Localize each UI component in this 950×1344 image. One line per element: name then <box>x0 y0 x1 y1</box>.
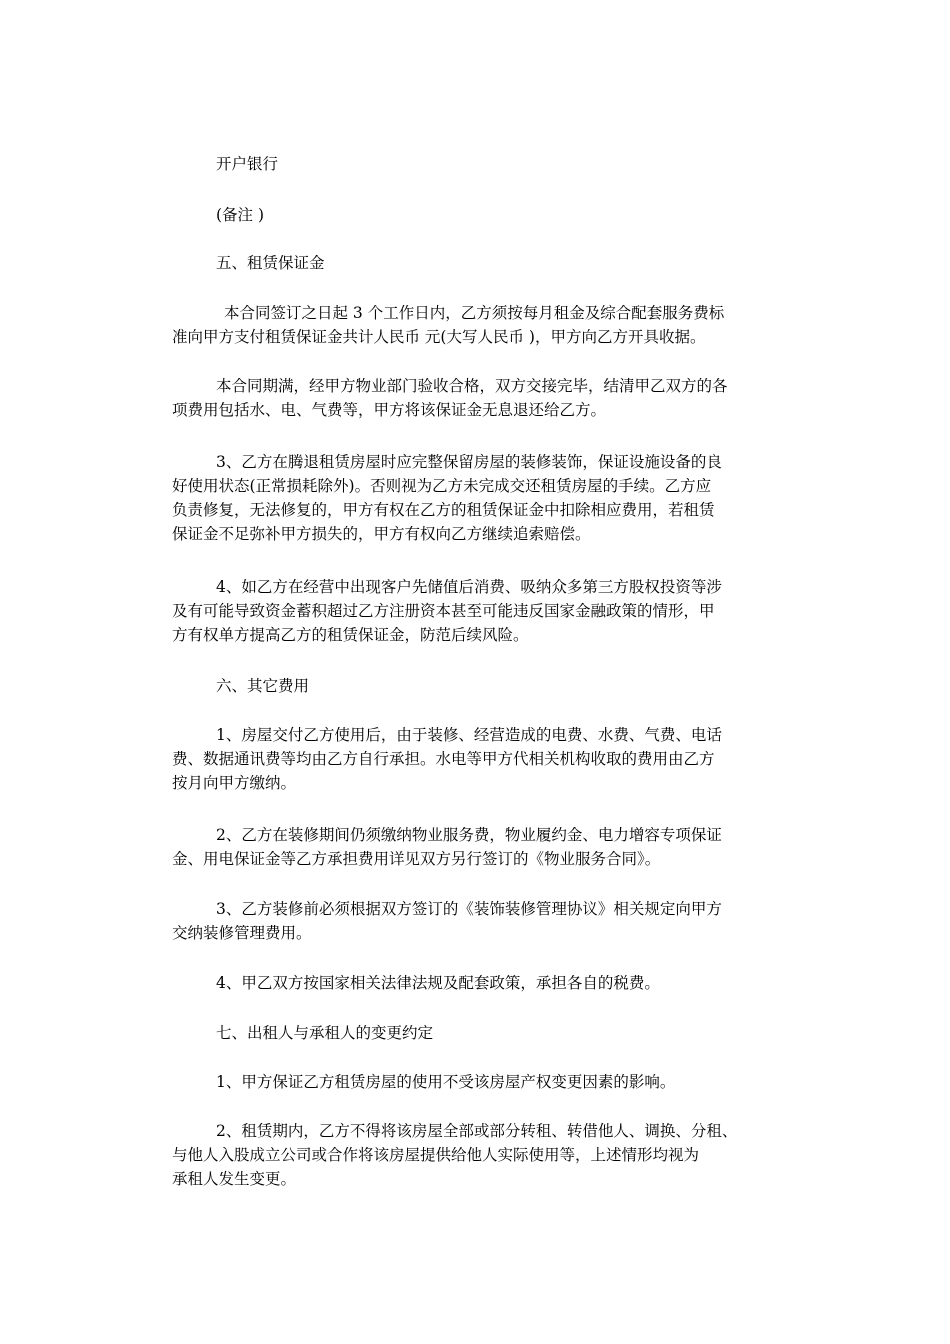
note-line <box>172 203 792 227</box>
text-line: 1、房屋交付乙方使用后，由于装修、经营造成的电费、水费、气费、电话 <box>216 726 722 744</box>
text-line: 按月向甲方缴纳。 <box>172 774 297 792</box>
text-line: 2、租赁期内，乙方不得将该房屋全部或部分转租、转借他人、调换、分租、 <box>216 1122 738 1140</box>
text-line: 准向甲方支付租赁保证金共计人民币 元(大写人民币 )，甲方向乙方开具收据。 <box>172 328 706 346</box>
section-6-paragraph-2 <box>172 823 792 871</box>
section-5-paragraph-1 <box>172 301 792 349</box>
section-6-heading <box>172 674 792 698</box>
section-7-paragraph-1 <box>172 1070 792 1094</box>
text-line: 3、乙方在腾退租赁房屋时应完整保留房屋的装修装饰，保证设施设备的良 <box>216 453 722 471</box>
text-line: 本合同签订之日起 3 个工作日内，乙方须按每月租金及综合配套服务费标 <box>224 304 725 322</box>
text-line: 项费用包括水、电、气费等，甲方将该保证金无息退还给乙方。 <box>172 401 607 419</box>
text-line: 六、其它费用 <box>216 677 310 695</box>
text-line: 五、租赁保证金 <box>216 254 325 272</box>
text-line: 及有可能导致资金蓄积超过乙方注册资本甚至可能违反国家金融政策的情形，甲 <box>172 602 715 620</box>
text-line: 费、数据通讯费等均由乙方自行承担。水电等甲方代相关机构收取的费用由乙方 <box>172 750 715 768</box>
text-line: 开户银行 <box>216 155 279 173</box>
text-line: (备注 ) <box>216 206 265 224</box>
text-line: 2、乙方在装修期间仍须缴纳物业服务费，物业履约金、电力增容专项保证 <box>216 826 722 844</box>
section-5-heading <box>172 251 792 275</box>
section-6-paragraph-1 <box>172 723 792 795</box>
section-5-paragraph-2 <box>172 374 792 422</box>
section-6-paragraph-3 <box>172 897 792 945</box>
text-line: 金、用电保证金等乙方承担费用详见双方另行签订的《物业服务合同》。 <box>172 850 661 868</box>
text-line: 承租人发生变更。 <box>172 1170 297 1188</box>
section-7-paragraph-2 <box>172 1119 792 1191</box>
section-6-paragraph-4 <box>172 971 792 995</box>
text-line: 本合同期满，经甲方物业部门验收合格，双方交接完毕，结清甲乙双方的各 <box>216 377 728 395</box>
section-7-heading <box>172 1021 792 1045</box>
text-line: 交纳装修管理费用。 <box>172 924 312 942</box>
text-line: 负责修复，无法修复的，甲方有权在乙方的租赁保证金中扣除相应费用，若租赁 <box>172 501 715 519</box>
text-line: 好使用状态(正常损耗除外)。否则视为乙方未完成交还租赁房屋的手续。乙方应 <box>172 477 712 495</box>
text-line: 七、出租人与承租人的变更约定 <box>216 1024 434 1042</box>
bank-line <box>172 152 792 176</box>
text-line: 4、如乙方在经营中出现客户先储值后消费、吸纳众多第三方股权投资等涉 <box>216 578 722 596</box>
section-5-paragraph-4 <box>172 575 792 647</box>
text-line: 1、甲方保证乙方租赁房屋的使用不受该房屋产权变更因素的影响。 <box>216 1073 676 1091</box>
text-line: 4、甲乙双方按国家相关法律法规及配套政策，承担各自的税费。 <box>216 974 660 992</box>
text-line: 方有权单方提高乙方的租赁保证金，防范后续风险。 <box>172 626 529 644</box>
text-line: 与他人入股成立公司或合作将该房屋提供给他人实际使用等，上述情形均视为 <box>172 1146 700 1164</box>
text-line: 3、乙方装修前必须根据双方签订的《装饰装修管理协议》相关规定向甲方 <box>216 900 722 918</box>
section-5-paragraph-3 <box>172 450 792 546</box>
text-line: 保证金不足弥补甲方损失的，甲方有权向乙方继续追索赔偿。 <box>172 525 591 543</box>
